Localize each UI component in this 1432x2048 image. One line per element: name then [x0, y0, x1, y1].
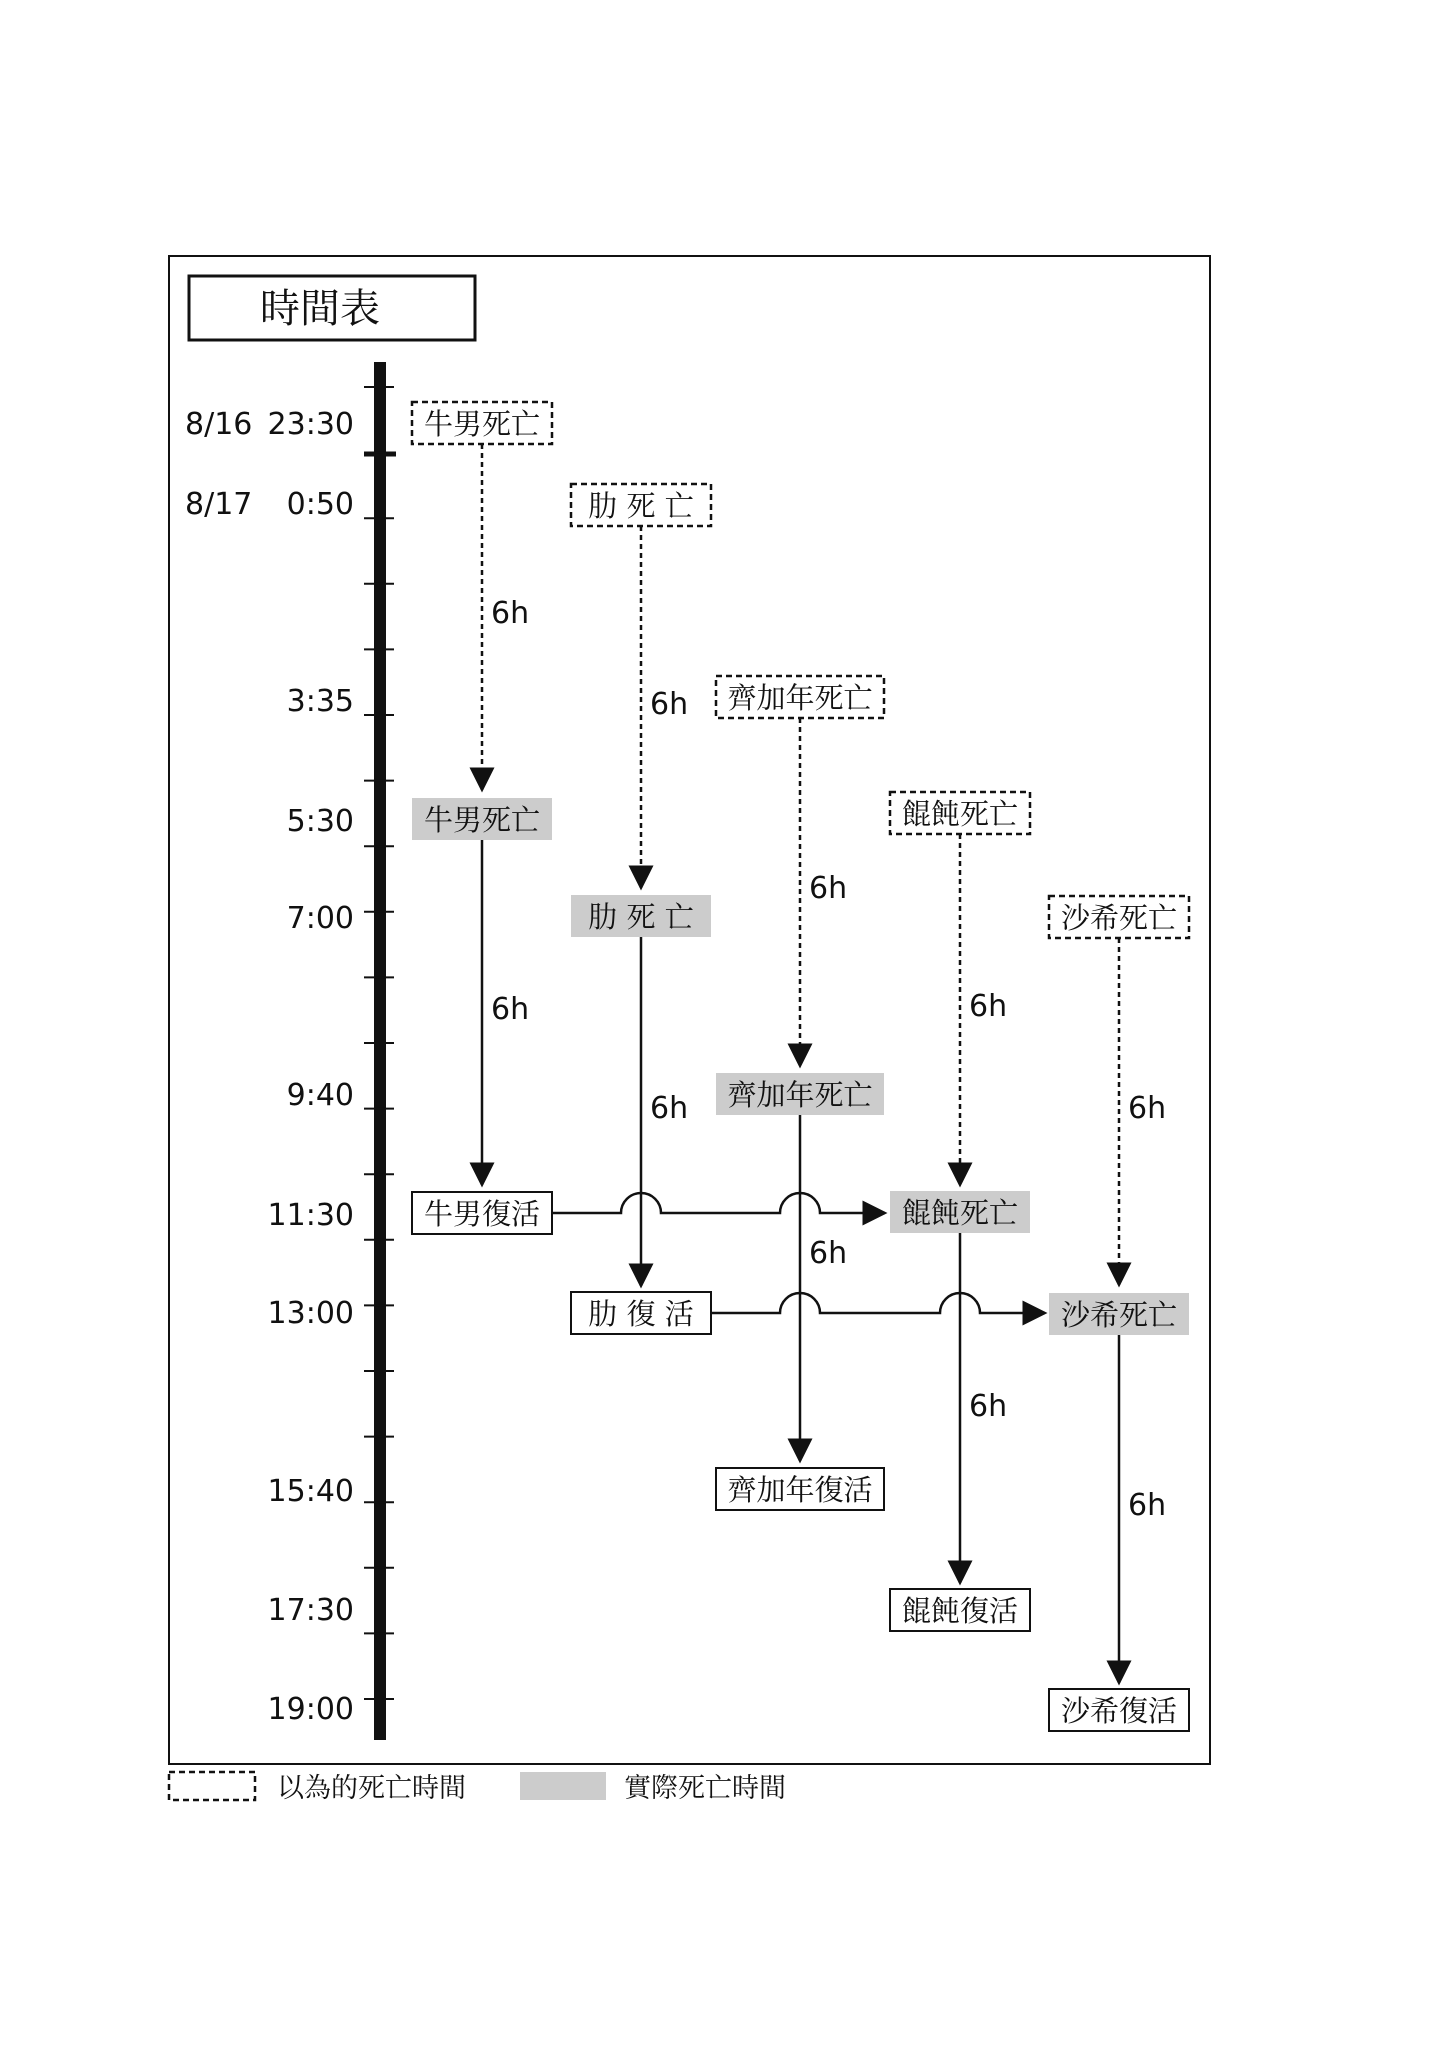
duration-label: 6h [1128, 1091, 1167, 1126]
actual-death-label: 肋 死 亡 [588, 900, 694, 934]
duration-label: 6h [650, 687, 689, 722]
time-label: 11:30 [267, 1198, 354, 1233]
lei-revive-to-shaXi-connector [710, 1293, 1045, 1313]
time-label: 15:40 [267, 1474, 354, 1509]
time-label: 13:00 [267, 1296, 354, 1331]
time-label: 23:30 [267, 407, 354, 442]
time-label: 5:30 [286, 804, 354, 839]
duration-label: 6h [1128, 1488, 1167, 1523]
revival-label: 齊加年復活 [727, 1473, 873, 1507]
time-label-date: 8/16 [185, 407, 253, 442]
diagram-frame [169, 256, 1210, 1764]
time-label: 7:00 [286, 901, 354, 936]
duration-label: 6h [491, 992, 530, 1027]
time-label: 17:30 [267, 1593, 354, 1628]
legend-actual-swatch [520, 1772, 606, 1800]
time-label: 3:35 [286, 684, 354, 719]
axis-ticks [364, 387, 394, 1699]
duration-labels [491, 596, 1166, 1523]
actual-death-label: 牛男死亡 [423, 803, 541, 837]
duration-label: 6h [809, 1236, 848, 1271]
assumed-death-label: 沙希死亡 [1060, 901, 1178, 935]
legend [169, 1772, 786, 1804]
legend-actual-label: 實際死亡時間 [624, 1773, 786, 1804]
actual-death-label: 沙希死亡 [1060, 1298, 1178, 1332]
actual-death-label: 餛飩死亡 [901, 1196, 1019, 1230]
legend-assumed-label: 以為的死亡時間 [277, 1773, 466, 1804]
legend-assumed-swatch [169, 1772, 255, 1800]
assumed-death-label: 牛男死亡 [423, 407, 541, 441]
duration-label: 6h [650, 1091, 689, 1126]
time-label: 19:00 [267, 1692, 354, 1727]
assumed-death-label: 肋 死 亡 [588, 489, 694, 523]
revival-label: 牛男復活 [423, 1197, 541, 1231]
assumed-death-label: 餛飩死亡 [901, 797, 1019, 831]
niuNan-revive-to-hunDun-connector [551, 1193, 885, 1213]
duration-label: 6h [491, 596, 530, 631]
time-label: 9:40 [286, 1078, 354, 1113]
page-title: 時間表 [260, 286, 380, 332]
duration-label: 6h [809, 871, 848, 906]
revival-label: 餛飩復活 [901, 1594, 1019, 1628]
time-label: 0:50 [286, 487, 354, 522]
assumed-death-label: 齊加年死亡 [727, 681, 873, 715]
actual-death-label: 齊加年死亡 [727, 1078, 873, 1112]
revival-label: 肋 復 活 [588, 1297, 694, 1331]
time-label-date: 8/17 [185, 487, 253, 522]
revival-label: 沙希復活 [1060, 1694, 1178, 1728]
time-labels [185, 407, 354, 1727]
duration-label: 6h [969, 989, 1008, 1024]
duration-label: 6h [969, 1389, 1008, 1424]
